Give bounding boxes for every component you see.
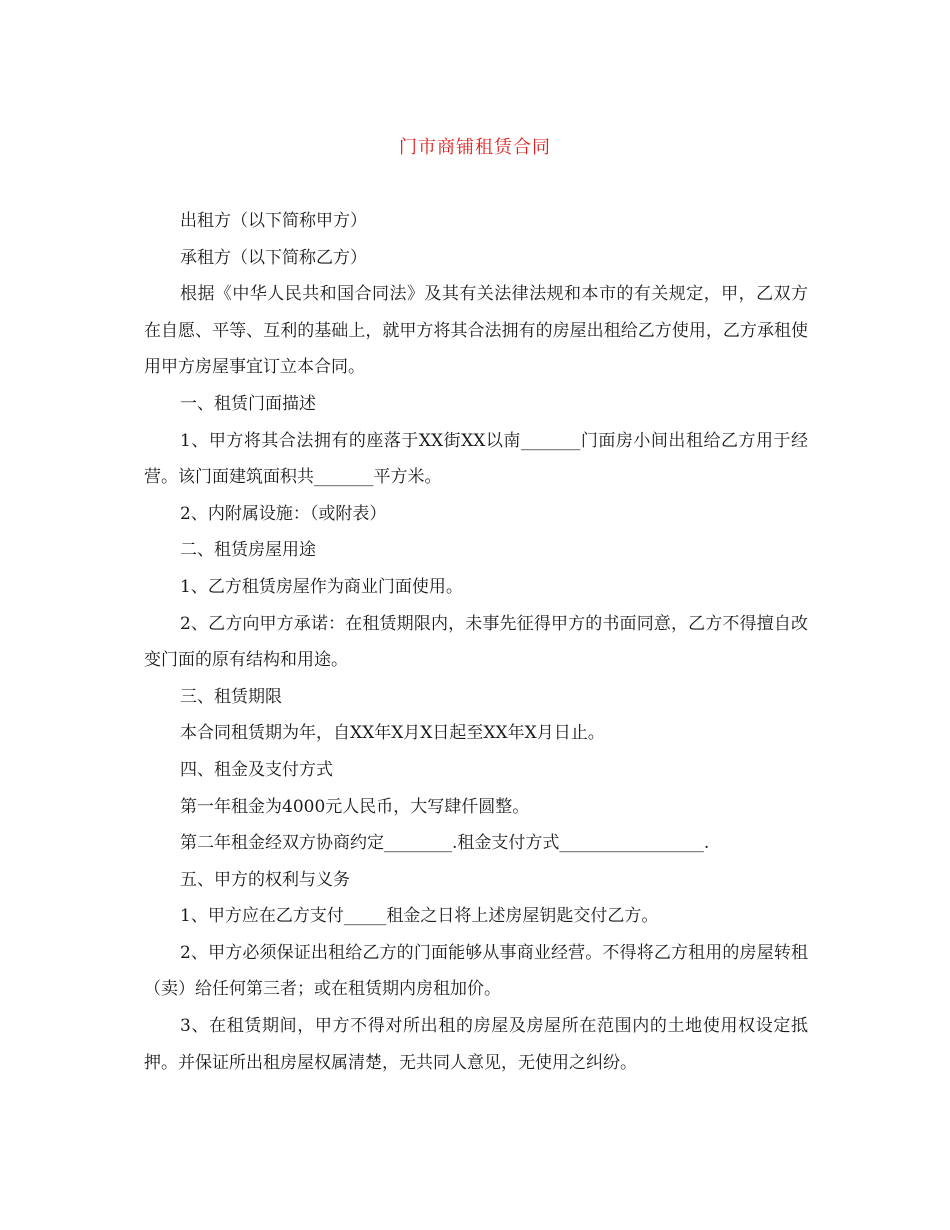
paragraph-lessor: 出租方（以下简称甲方）	[180, 211, 367, 231]
paragraph-2-2: 2、乙方向甲方承诺：在租赁期限内，未事先征得甲方的书面同意，乙方不得擅自改变门面的原有结构和用途。	[144, 613, 808, 671]
paragraph-3-1: 本合同租赁期为年，自XX年X月X日起至XX年X月日止。	[180, 723, 605, 744]
section-heading-5: 五、甲方的权利与义务	[180, 869, 350, 890]
document-body	[144, 203, 808, 1081]
paragraph-4-2: 第二年租金经双方协商约定________.租金支付方式_________________.	[180, 833, 710, 854]
section-heading-1: 一、租赁门面描述	[180, 393, 316, 414]
section-heading-2: 二、租赁房屋用途	[180, 540, 316, 561]
document-title: 门市商铺租赁合同	[399, 137, 551, 158]
paragraph-2-1: 1、乙方租赁房屋作为商业门面使用。	[180, 576, 463, 597]
paragraph-1-1: 1、甲方将其合法拥有的座落于XX街XX以南_______门面房小间出租给乙方用于经营。该门面建筑面积共_______平方米。	[144, 430, 808, 488]
paragraph-preamble: 根据《中华人民共和国合同法》及其有关法律法规和本市的有关规定，甲，乙双方在自愿、平等、互利的基础上，就甲方将其合法拥有的房屋出租给乙方使用，乙方承租使用甲方房屋事宜订立本合同。	[144, 284, 808, 378]
paragraph-lessee: 承租方（以下简称乙方）	[180, 247, 367, 268]
paragraph-5-1: 1、甲方应在乙方支付_____租金之日将上述房屋钥匙交付乙方。	[180, 906, 659, 927]
paragraph-4-1: 第一年租金为4000元人民币，大写肆仟圆整。	[180, 796, 530, 817]
section-heading-3: 三、租赁期限	[180, 686, 282, 707]
paragraph-5-3: 3、在租赁期间，甲方不得对所出租的房屋及房屋所在范围内的土地使用权设定抵押。并保证所出租房屋权属清楚，无共同人意见，无使用之纠纷。	[144, 1016, 808, 1073]
paragraph-5-2: 2、甲方必须保证出租给乙方的门面能够从事商业经营。不得将乙方租用的房屋转租（卖）给任何第三者；或在租赁期内房租加价。	[144, 942, 808, 1000]
paragraph-1-2: 2、内附属设施：（或附表）	[180, 503, 387, 524]
section-heading-4: 四、租金及支付方式	[180, 759, 333, 780]
